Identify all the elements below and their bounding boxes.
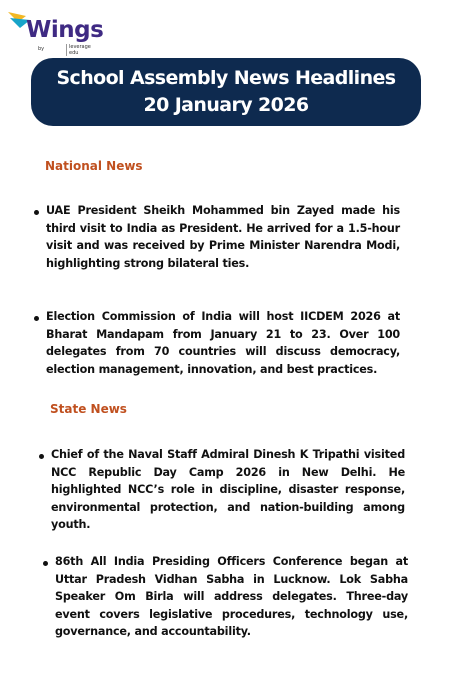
bullet-icon [43,561,48,566]
headline-banner [31,58,421,126]
section-title-state: State News [50,402,127,416]
logo-by-text: by [38,46,45,52]
news-item-state-2: 86th All India Presiding Officers Conference began at Uttar Pradesh Vidhan Sabha in Lucknow. Lok Sabha Speaker Om Birla will address delegates. Three-day event covers legislative procedures, technology use, governance, and accountability. [55,555,408,638]
news-item-national-1: UAE President Sheikh Mohammed bin Zayed made his third visit to India as President. He arrived for a 1.5-hour visit and was received by Prime Minister Narendra Modi, highlighting strong bilateral ties. [46,204,400,270]
news-item-state-1: Chief of the Naval Staff Admiral Dinesh K Tripathi visited NCC Republic Day Camp 2026 in New Delhi. He highlighted NCC’s role in discipline, disaster response, environmental protection, and nation-building among youth. [51,448,405,531]
logo-wordmark: Wings [26,17,104,43]
section-title-national: National News [45,159,143,173]
bullet-icon [34,316,39,321]
bullet-icon [34,210,39,215]
banner-date: 20 January 2026 [143,94,309,116]
banner-title: School Assembly News Headlines [56,67,396,89]
wings-logo [6,8,126,58]
logo-brand-text: leverage edu [66,44,91,56]
news-item-national-2: Election Commission of India will host IICDEM 2026 at Bharat Mandapam from January 21 to 23. Over 100 delegates from 70 countries will discuss democracy, election management, innovation, and best practices. [46,310,400,376]
bullet-icon [39,454,44,459]
